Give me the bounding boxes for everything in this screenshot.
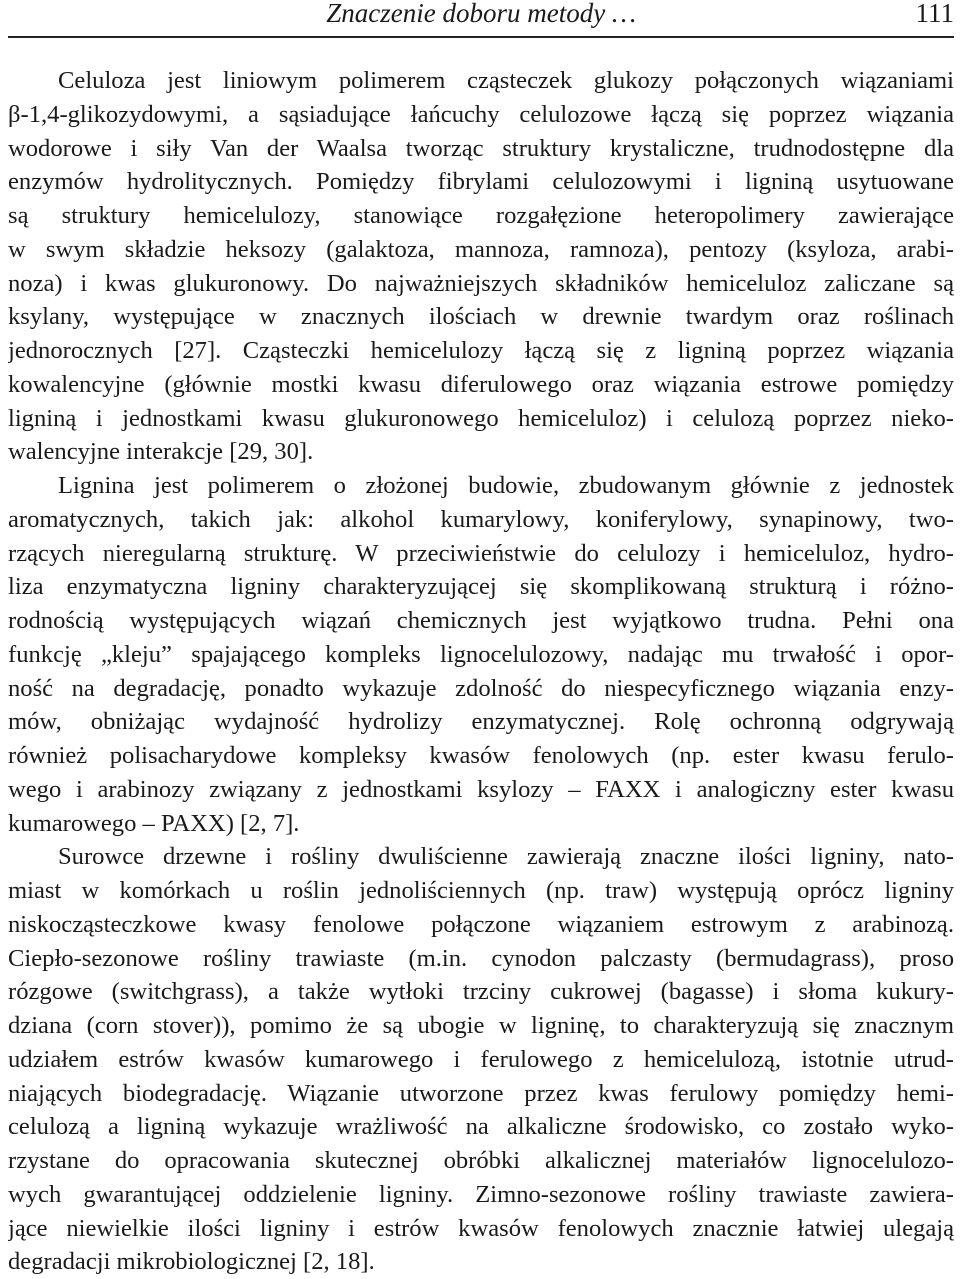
text-line: noza) i kwas glukuronowy. Do najważniejszych składników hemiceluloz zaliczane są xyxy=(8,269,954,297)
text-line: Lignina jest polimerem o złożonej budowie, zbudowanym głównie z jednostek xyxy=(58,472,954,499)
text-line: dziana (corn stover)), pomimo że są ubogie w ligninę, to charakteryzują się znacznym xyxy=(8,1012,954,1039)
text-line: wodorowe i siły Van der Waalsa tworząc struktury krystaliczne, trudnodostępne dla xyxy=(8,134,954,162)
text-line: udziałem estrów kwasów kumarowego i ferulowego z hemicelulozą, istotnie utrud- xyxy=(8,1045,954,1073)
text-line: miast w komórkach u roślin jednoliściennych (np. traw) występują oprócz ligniny xyxy=(8,877,954,904)
text-line: niskocząsteczkowe kwasy fenolowe połączone wiązaniem estrowym z arabinozą. xyxy=(8,910,954,938)
text-line: ność na degradację, ponadto wykazuje zdolność do niespecyficznego wiązania enzy- xyxy=(8,674,954,702)
text-line: degradacji mikrobiologicznej [2, 18]. xyxy=(8,1248,375,1276)
text-line: funkcję „kleju” spajającego kompleks lignocelulozowy, nadając mu trwałość i opor- xyxy=(8,640,954,668)
text-line: kowalencyjne (głównie mostki kwasu diferulowego oraz wiązania estrowe pomiędzy xyxy=(8,370,954,398)
text-line: aromatycznych, takich jak: alkohol kumarylowy, koniferylowy, synapinowy, two- xyxy=(8,505,954,533)
text-line: w swym składzie heksozy (galaktoza, mannoza, ramnoza), pentozy (ksyloza, arabi- xyxy=(8,235,954,263)
text-line: są struktury hemicelulozy, stanowiące rozgałęzione heteropolimery zawierające xyxy=(8,202,954,229)
text-line: również polisacharydowe kompleksy kwasów fenolowych (np. ester kwasu ferulo- xyxy=(8,742,954,769)
running-header xyxy=(8,0,954,38)
text-line: jednorocznych [27]. Cząsteczki hemicelulozy łączą się z ligniną poprzez wiązania xyxy=(8,337,954,364)
text-line: kumarowego – PAXX) [2, 7]. xyxy=(8,809,300,837)
text-line: ligniną i jednostkami kwasu glukuronowego hemiceluloz) i celulozą poprzez nieko- xyxy=(8,404,954,432)
text-line: rzystane do opracowania skutecznej obróbki alkalicznej materiałów lignocelulozo- xyxy=(8,1147,954,1174)
text-line: jące niewielkie ilości ligniny i estrów kwasów fenolowych znacznie łatwiej ulegają xyxy=(8,1214,954,1242)
paragraph xyxy=(8,64,954,469)
text-line: mów, obniżając wydajność hydrolizy enzymatycznej. Rolę ochronną odgrywają xyxy=(8,708,954,736)
text-line: niających biodegradację. Wiązanie utworzone przez kwas ferulowy pomiędzy hemi- xyxy=(8,1079,954,1107)
paragraph xyxy=(8,840,954,1279)
text-line: Ciepło-sezonowe rośliny trawiaste (m.in. cynodon palczasty (bermudagrass), proso xyxy=(8,944,954,972)
text-line: walencyjne interakcje [29, 30]. xyxy=(8,438,314,466)
text-line: rózgowe (switchgrass), a także wytłoki trzciny cukrowej (bagasse) i słoma kukury- xyxy=(8,978,954,1006)
paragraph xyxy=(8,469,954,840)
text-line: β-1,4-glikozydowymi, a sąsiadujące łańcuchy celulozowe łączą się poprzez wiązania xyxy=(8,100,954,128)
text-line: ksylany, występujące w znacznych ilościach w drewnie twardym oraz roślinach xyxy=(8,303,954,331)
text-line: Celuloza jest liniowym polimerem cząsteczek glukozy połączonych wiązaniami xyxy=(58,67,954,94)
body-text xyxy=(8,64,954,1279)
text-line: rodnością występujących wiązań chemicznych jest wyjątkowo trudna. Pełni ona xyxy=(8,607,954,634)
text-line: enzymów hydrolitycznych. Pomiędzy fibrylami celulozowymi i ligniną usytuowane xyxy=(8,168,954,196)
text-line: wych gwarantującej oddzielenie ligniny. Zimno-sezonowe rośliny trawiaste zawiera- xyxy=(8,1180,954,1208)
text-line: liza enzymatyczna ligniny charakteryzującej się skomplikowaną strukturą i różno- xyxy=(8,573,954,601)
page-number: 111 xyxy=(915,0,954,28)
running-title: Znaczenie doboru metody … xyxy=(326,0,636,28)
text-line: wego i arabinozy związany z jednostkami ksylozy – FAXX i analogiczny ester kwasu xyxy=(8,775,954,803)
text-line: rzących nieregularną strukturę. W przeciwieństwie do celulozy i hemiceluloz, hydro- xyxy=(8,539,954,567)
text-line: celulozą a ligniną wykazuje wrażliwość na alkaliczne środowisko, co zostało wyko- xyxy=(8,1113,954,1141)
text-line: Surowce drzewne i rośliny dwuliścienne zawierają znaczne ilości ligniny, nato- xyxy=(58,843,954,871)
